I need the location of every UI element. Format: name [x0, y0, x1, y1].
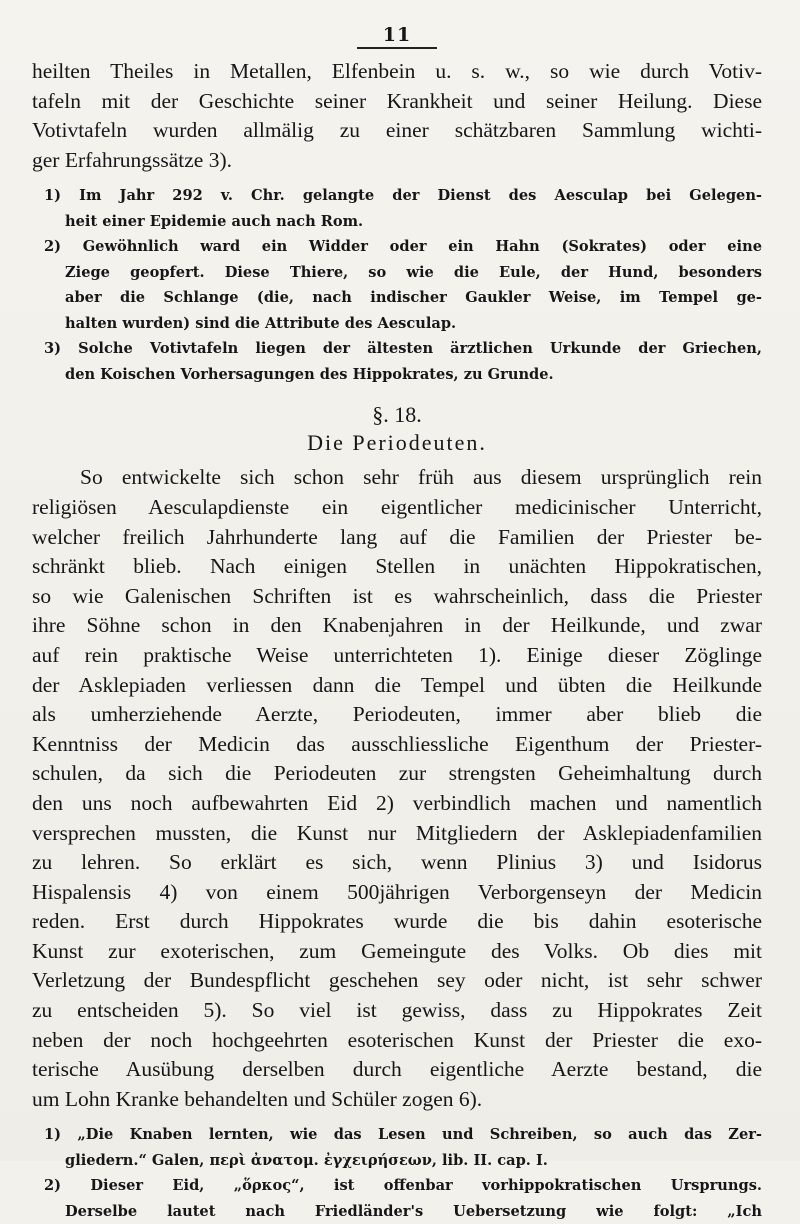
text-line: ihre Söhne schon in den Knabenjahren in der Heilkunde, und zwar	[32, 613, 762, 638]
text-line: religiösen Aesculapdienste ein eigentlicher medicinischer Unterricht,	[32, 494, 762, 519]
text-line: Kunst zur exoterischen, zum Gemeingute des Volks. Ob dies mit	[32, 938, 762, 963]
footnote-line: 2) Dieser Eid, „ὅρκος“, ist offenbar vorhippokratischen Ursprungs.	[44, 1177, 762, 1195]
text-line: neben der noch hochgeehrten esoterischen Kunst der Priester die exo-	[32, 1027, 762, 1052]
footnotes-top	[44, 183, 762, 387]
footnote-line: halten wurden) sind die Attribute des Aesculap.	[65, 314, 457, 332]
footnote-line: 1) „Die Knaben lernten, wie das Lesen und Schreiben, so auch das Zer-	[44, 1126, 762, 1144]
text-line: Hispalensis 4) von einem 500jährigen Verborgenseyn der Medicin	[32, 879, 762, 904]
footnote-line: den Koischen Vorhersagungen des Hippokrates, zu Grunde.	[65, 365, 554, 383]
text-line: tafeln mit der Geschichte seiner Krankheit und seiner Heilung. Diese	[32, 88, 762, 113]
section-title: Die Periodeuten.	[307, 430, 487, 456]
footnotes-bottom	[44, 1122, 762, 1224]
text-line: reden. Erst durch Hippokrates wurde die bis dahin esoterische	[32, 909, 762, 934]
page-number: 11	[357, 24, 437, 49]
text-line: zu entscheiden 5). So viel ist gewiss, dass zu Hippokrates Zeit	[32, 998, 762, 1023]
footnote-line: heit einer Epidemie auch nach Rom.	[65, 212, 364, 230]
text-line: so wie Galenischen Schriften ist es wahrscheinlich, dass die Priester	[32, 583, 762, 608]
footnote-line: 3) Solche Votivtafeln liegen der ältesten ärztlichen Urkunde der Griechen,	[44, 340, 762, 358]
footnote-line: aber die Schlange (die, nach indischer Gaukler Weise, im Tempel ge-	[65, 289, 762, 307]
text-line: der Asklepiaden verliessen dann die Tempel und übten die Heilkunde	[32, 672, 762, 697]
text-line: welcher freilich Jahrhunderte lang auf die Familien der Priester be-	[32, 524, 762, 549]
text-line: schulen, da sich die Periodeuten zur strengsten Geheimhaltung durch	[32, 761, 762, 786]
text-line: als umherziehende Aerzte, Periodeuten, immer aber blieb die	[32, 702, 762, 727]
footnote-line: 1) Im Jahr 292 v. Chr. gelangte der Dienst des Aesculap bei Gelegen-	[44, 187, 762, 205]
text-line: zu lehren. So erklärt es sich, wenn Plinius 3) und Isidorus	[32, 850, 762, 875]
text-line: versprechen mussten, die Kunst nur Mitgliedern der Asklepiadenfamilien	[32, 820, 762, 845]
main-paragraph	[32, 463, 762, 1114]
text-line: ger Erfahrungssätze 3).	[32, 147, 232, 172]
text-line: Verletzung der Bundespflicht geschehen sey oder nicht, ist sehr schwer	[32, 968, 762, 993]
text-line: den uns noch aufbewahrten Eid 2) verbindlich machen und namentlich	[32, 790, 762, 815]
footnote-line: Ziege geopfert. Diese Thiere, so wie die Eule, der Hund, besonders	[65, 263, 762, 281]
footnote-line: gliedern.“ Galen, περὶ ἀνατομ. ἐγχειρήσεων, lib. II. cap. I.	[65, 1151, 548, 1169]
text-line: schränkt blieb. Nach einigen Stellen in unächten Hippokratischen,	[32, 554, 762, 579]
text-line: heilten Theiles in Metallen, Elfenbein u. s. w., so wie durch Votiv-	[32, 59, 762, 83]
text-line: Kenntniss der Medicin das ausschliessliche Eigenthum der Priester-	[32, 731, 762, 756]
intro-paragraph	[32, 57, 762, 175]
text-line: terische Ausübung derselben durch eigentliche Aerzte bestand, die	[32, 1057, 762, 1082]
text-line: auf rein praktische Weise unterrichteten 1). Einige dieser Zöglinge	[32, 642, 762, 667]
text-line: So entwickelte sich schon sehr früh aus diesem ursprünglich rein	[80, 465, 762, 490]
text-line: Votivtafeln wurden allmälig zu einer schätzbaren Sammlung wichti-	[32, 118, 762, 143]
text-line: um Lohn Kranke behandelten und Schüler zogen 6).	[32, 1086, 483, 1111]
section-number: §. 18.	[372, 402, 422, 428]
footnote-line: Derselbe lautet nach Friedländer's Uebersetzung wie folgt: „Ich	[65, 1202, 762, 1220]
footnote-line: 2) Gewöhnlich ward ein Widder oder ein Hahn (Sokrates) oder eine	[44, 238, 762, 256]
